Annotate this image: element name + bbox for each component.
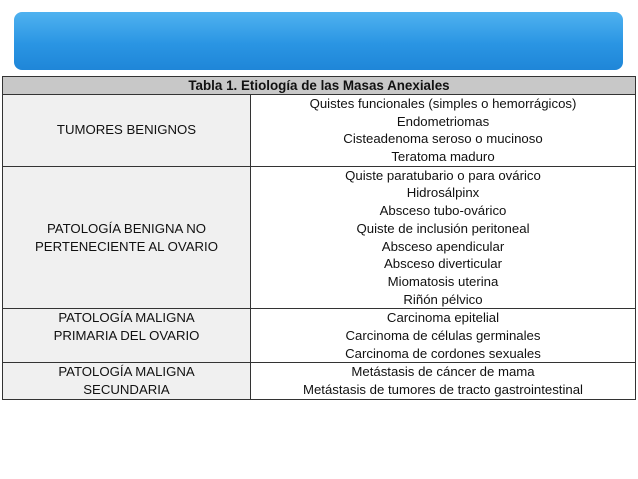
category-malignant-primary (3, 309, 251, 363)
list-item: Carcinoma epitelial (386, 310, 500, 326)
items-malignant-secondary (251, 363, 636, 400)
category-label: SECUNDARIA (83, 382, 170, 398)
list-item: Absceso apendicular (381, 238, 505, 254)
list-item: Quistes funcionales (simples o hemorrágicos) (309, 96, 577, 111)
list-item: Absceso tubo-ovárico (379, 203, 507, 219)
list-item: Riñón pélvico (403, 291, 483, 307)
category-label: PATOLOGÍA MALIGNA (58, 310, 195, 326)
table-row (3, 95, 636, 167)
category-label: PRIMARIA DEL OVARIO (53, 328, 200, 344)
table-row (3, 363, 636, 400)
list-item: Cisteadenoma seroso o mucinoso (343, 131, 543, 147)
category-label: PATOLOGÍA BENIGNA NO (46, 220, 207, 236)
list-item: Endometriomas (396, 113, 490, 129)
items-benign-tumors (251, 95, 636, 167)
header-banner (14, 12, 623, 70)
category-label: PERTENECIENTE AL OVARIO (35, 238, 218, 254)
list-item: Carcinoma de cordones sexuales (345, 345, 541, 361)
items-benign-non-ovarian (251, 166, 636, 309)
category-label: PATOLOGÍA MALIGNA (58, 364, 195, 380)
list-item: Carcinoma de células germinales (345, 327, 541, 343)
table-row (3, 166, 636, 309)
list-item: Metástasis de tumores de tracto gastrointestinal (302, 382, 583, 397)
list-item: Hidrosálpinx (406, 185, 480, 201)
list-item: Metástasis de cáncer de mama (351, 364, 535, 380)
list-item: Absceso diverticular (383, 256, 502, 272)
list-item: Quiste de inclusión peritoneal (356, 220, 530, 236)
category-label: TUMORES BENIGNOS (56, 122, 197, 138)
category-benign-tumors (3, 95, 251, 167)
items-malignant-primary (251, 309, 636, 363)
table-title: Tabla 1. Etiología de las Masas Anexiales (3, 77, 636, 95)
etiology-table (2, 76, 636, 400)
list-item: Teratoma maduro (391, 149, 495, 165)
table-row (3, 309, 636, 363)
list-item: Miomatosis uterina (387, 273, 499, 289)
list-item: Quiste paratubario o para ovárico (345, 167, 541, 183)
category-malignant-secondary (3, 363, 251, 400)
category-benign-non-ovarian (3, 166, 251, 309)
